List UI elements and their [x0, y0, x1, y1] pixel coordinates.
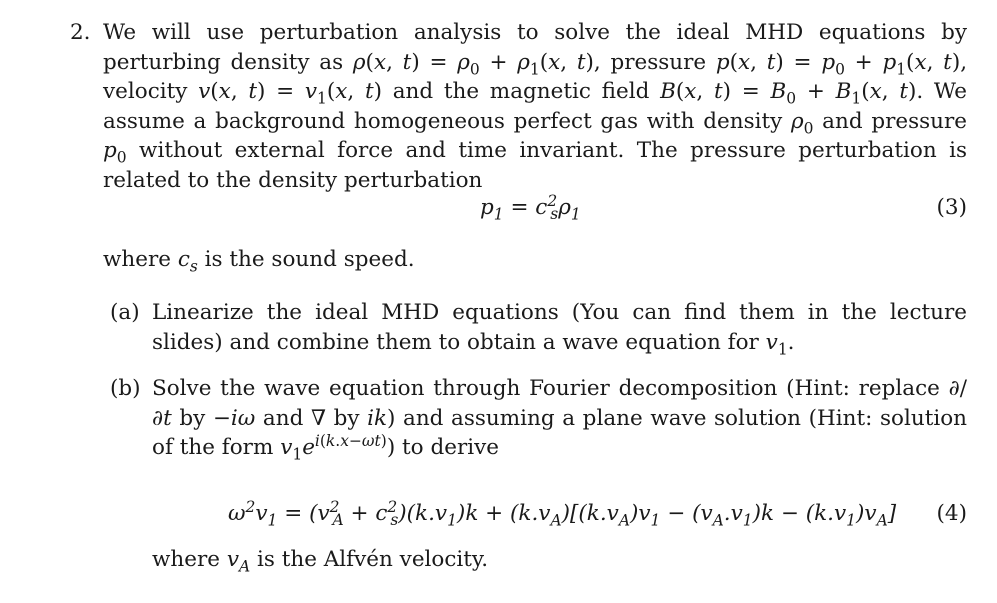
item-b-label: (b) — [110, 376, 141, 401]
alfven-velocity-note: where $v_A$ is the Alfvén velocity. — [152, 547, 489, 576]
equation-3: $p_1 = c^2_s\rho_1$ — [480, 191, 581, 224]
equation-3-number: (3) — [936, 195, 967, 220]
equation-4: $\omega^2v_1 = (v^2_A + c^2_s)(k.v_1)k + (k.v_A)[(k.v_A)v_1 - (v_A.v_1)k - (k.v_1)v_A]$ — [228, 497, 897, 530]
sound-speed-note: where $c_s$ is the sound speed. — [103, 247, 415, 276]
problem-number: 2. — [70, 20, 91, 45]
problem-intro: We will use perturbation analysis to solve the ideal MHD equations by perturbing density as ρ(x, $t) = \rho_0 + \rho_1(x$, t), pressure p(x, $t) = p_0 + p_1(x$, t), velocity v(x, $t) = v_1(x$, t) and the magnetic field B(x, $t) = B_0 + B_1(x$, t). We assume a background homogeneous perfect gas with density $\rho_0$ and pressure $p_0$ without external force and time invariant. The pressure perturbation is related to the density perturbation — [103, 20, 968, 193]
item-a-text: Linearize the ideal MHD equations (You can find them in the lecture slides) and combine them to obtain a wave equation for $v_1$. — [152, 300, 967, 358]
equation-4-number: (4) — [936, 501, 967, 526]
item-a-label: (a) — [110, 300, 140, 325]
item-b-text: Solve the wave equation through Fourier decomposition (Hint: replace ∂/∂t by −iω and ∇ by ik) and assuming a plane wave solution (Hint: solution of the form $v_1e^{i(k.x-\omega t)}$) to derive — [152, 376, 967, 464]
